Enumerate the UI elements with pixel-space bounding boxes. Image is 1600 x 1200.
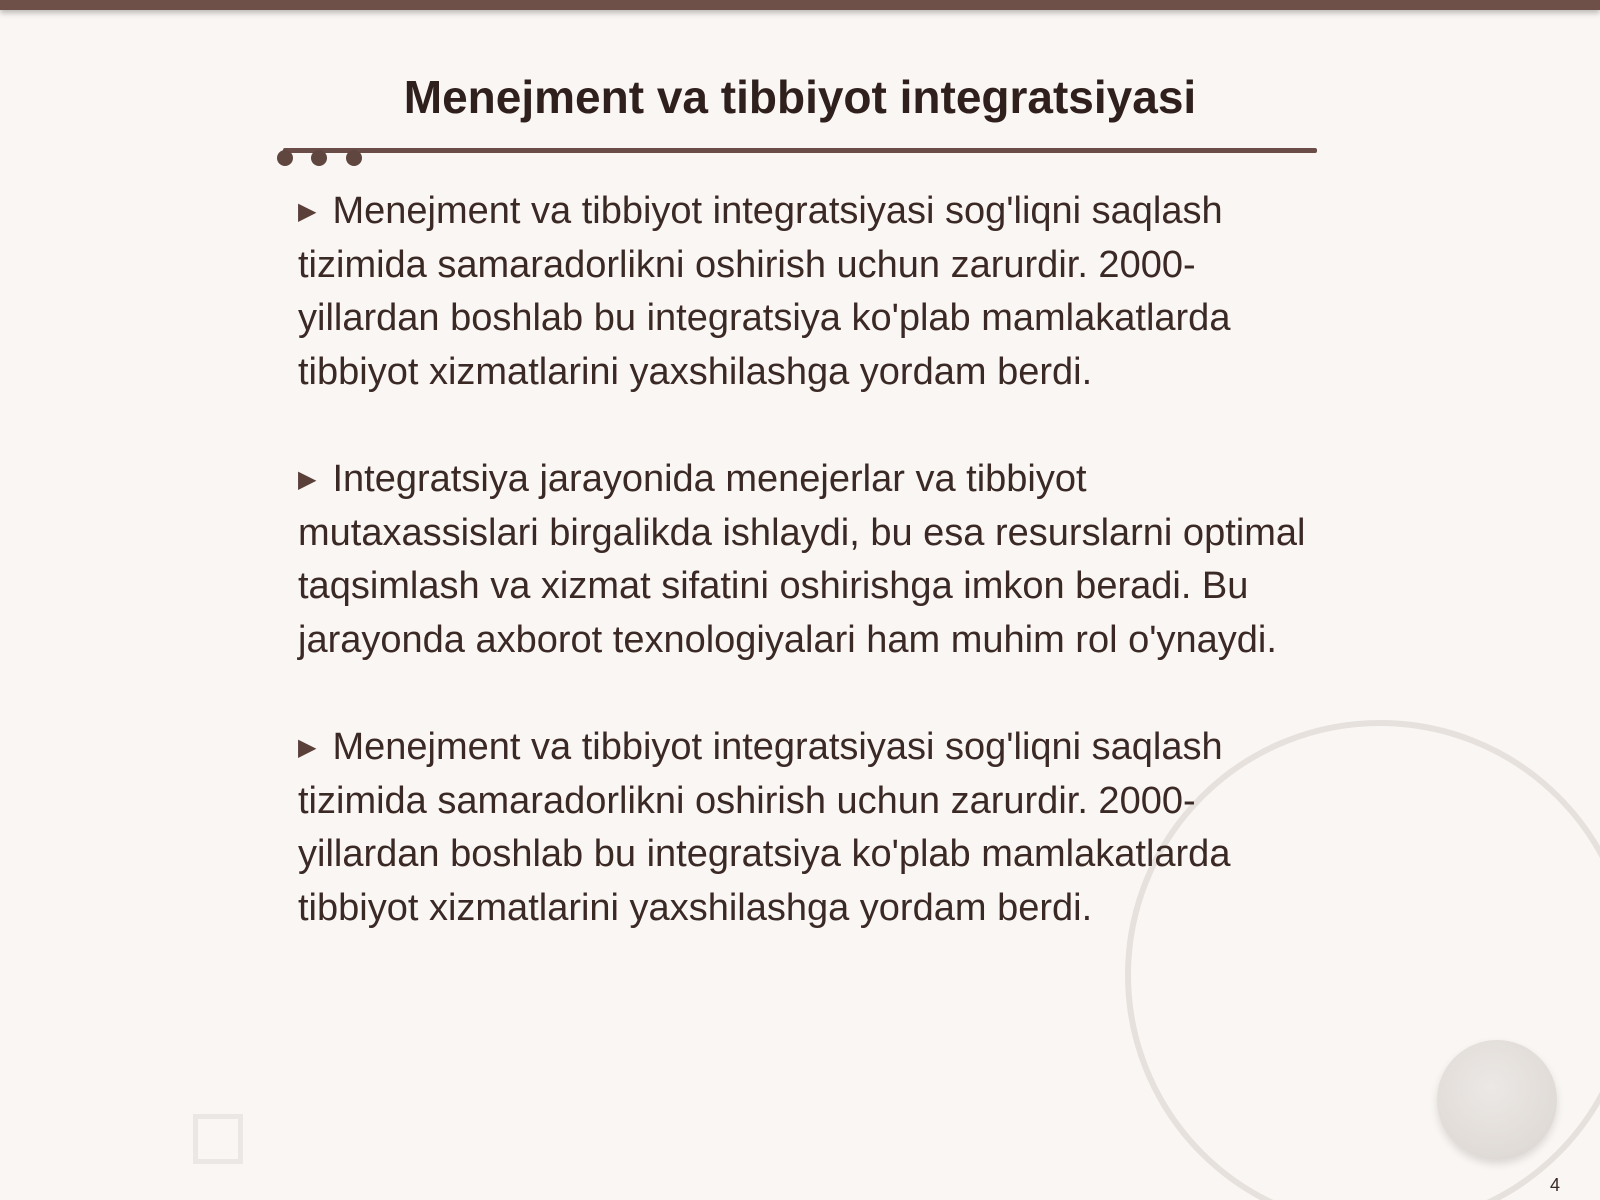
bullet-item xyxy=(298,453,1308,667)
decorative-square xyxy=(193,1114,243,1164)
slide-title: Menejment va tibbiyot integratsiyasi xyxy=(403,71,1197,123)
page-number: 4 xyxy=(1550,1175,1561,1195)
decorative-dot xyxy=(346,150,362,166)
bullet-arrow-icon: ▶ xyxy=(298,466,317,493)
bullet-list xyxy=(298,185,1308,989)
title-underline xyxy=(283,148,1317,153)
bullet-item xyxy=(298,721,1308,935)
bullet-item xyxy=(298,185,1308,399)
top-accent-bar xyxy=(0,0,1600,10)
bullet-text: Integratsiya jarayonida menejerlar va tibbiyot mutaxassislari birgalikda ishlaydi, bu esa resurslarni optimal taqsimlash va xizmat sifatini oshirishga imkon beradi. Bu jarayonda axborot texnologiyalari ham muhim rol o'ynaydi. xyxy=(298,458,1306,661)
decorative-dot xyxy=(277,150,293,166)
bullet-arrow-icon: ▶ xyxy=(298,734,317,761)
decorative-disc xyxy=(1437,1040,1557,1160)
bullet-text: Menejment va tibbiyot integratsiyasi sog'liqni saqlash tizimida samaradorlikni oshirish uchun zarurdir. 2000-yillardan boshlab bu integratsiya ko'plab mamlakatlarda tibbiyot xizmatlarini yaxshilashga yordam berdi. xyxy=(298,726,1231,929)
bullet-arrow-icon: ▶ xyxy=(298,198,317,225)
decorative-dot xyxy=(311,150,327,166)
bullet-text: Menejment va tibbiyot integratsiyasi sog'liqni saqlash tizimida samaradorlikni oshirish uchun zarurdir. 2000-yillardan boshlab bu integratsiya ko'plab mamlakatlarda tibbiyot xizmatlarini yaxshilashga yordam berdi. xyxy=(298,190,1231,393)
